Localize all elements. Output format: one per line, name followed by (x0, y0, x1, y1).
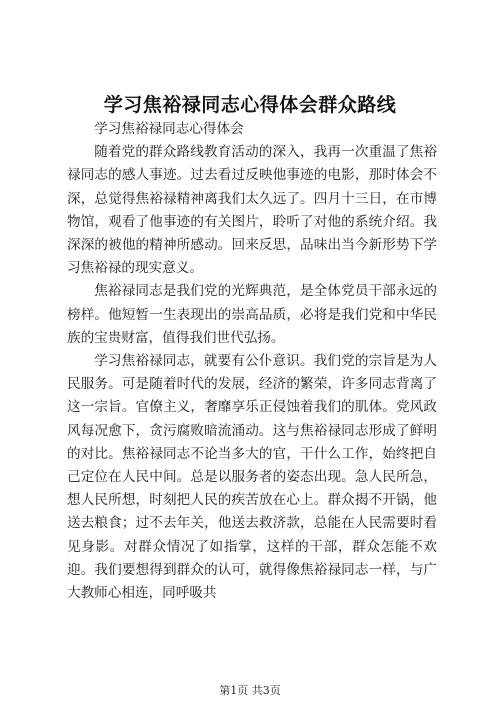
page-footer: 第1页 共3页 (219, 684, 281, 697)
body-paragraph: 学习焦裕禄同志，就要有公仆意识。我们党的宗旨是为人民服务。可是随着时代的发展，经济的繁荣，许多同志背离了这一宗旨。官僚主义，奢靡享乐正侵蚀着我们的肌体。党风政风每况愈下，贪污腐败暗流涌动。这与焦裕禄同志形成了鲜明的对比。焦裕禄同志不论当多大的官，干什么工作，始终把自己定位在人民中间。总是以服务者的姿态出现。急人民所急，想人民所想，时刻把人民的疾苦放在心上。群众揭不开锅，他送去粮食；过不去年关，他送去救济款，总能在人民需要时看见身影。对群众情况了如指掌，这样的干部，群众怎能不欢迎。我们要想得到群众的认可，就得像焦裕禄同志一样，与广大教师心相连，同呼吸共 (67, 353, 437, 602)
body-paragraph: 随着党的群众路线教育活动的深入，我再一次重温了焦裕禄同志的感人事迹。过去看过反映他事迹的电影，那时体会不深，总觉得焦裕禄精神离我们太久远了。四月十三日，在市博物馆，观看了他事迹的有关图片，聆听了对他的系统介绍。我深深的被他的精神所感动。回来反思，品味出当今新形势下学习焦裕禄的现实意义。 (67, 144, 437, 277)
subtitle-paragraph: 学习焦裕禄同志心得体会 (94, 121, 244, 137)
body-paragraph: 焦裕禄同志是我们党的光辉典范，是全体党员干部永远的榜样。他短暂一生表现出的崇高品质，必将是我们党和中华民族的宝贵财富，值得我们世代弘扬。 (67, 283, 437, 346)
page-title: 学习焦裕禄同志心得体会群众路线 (103, 94, 397, 116)
document-body (67, 118, 437, 605)
